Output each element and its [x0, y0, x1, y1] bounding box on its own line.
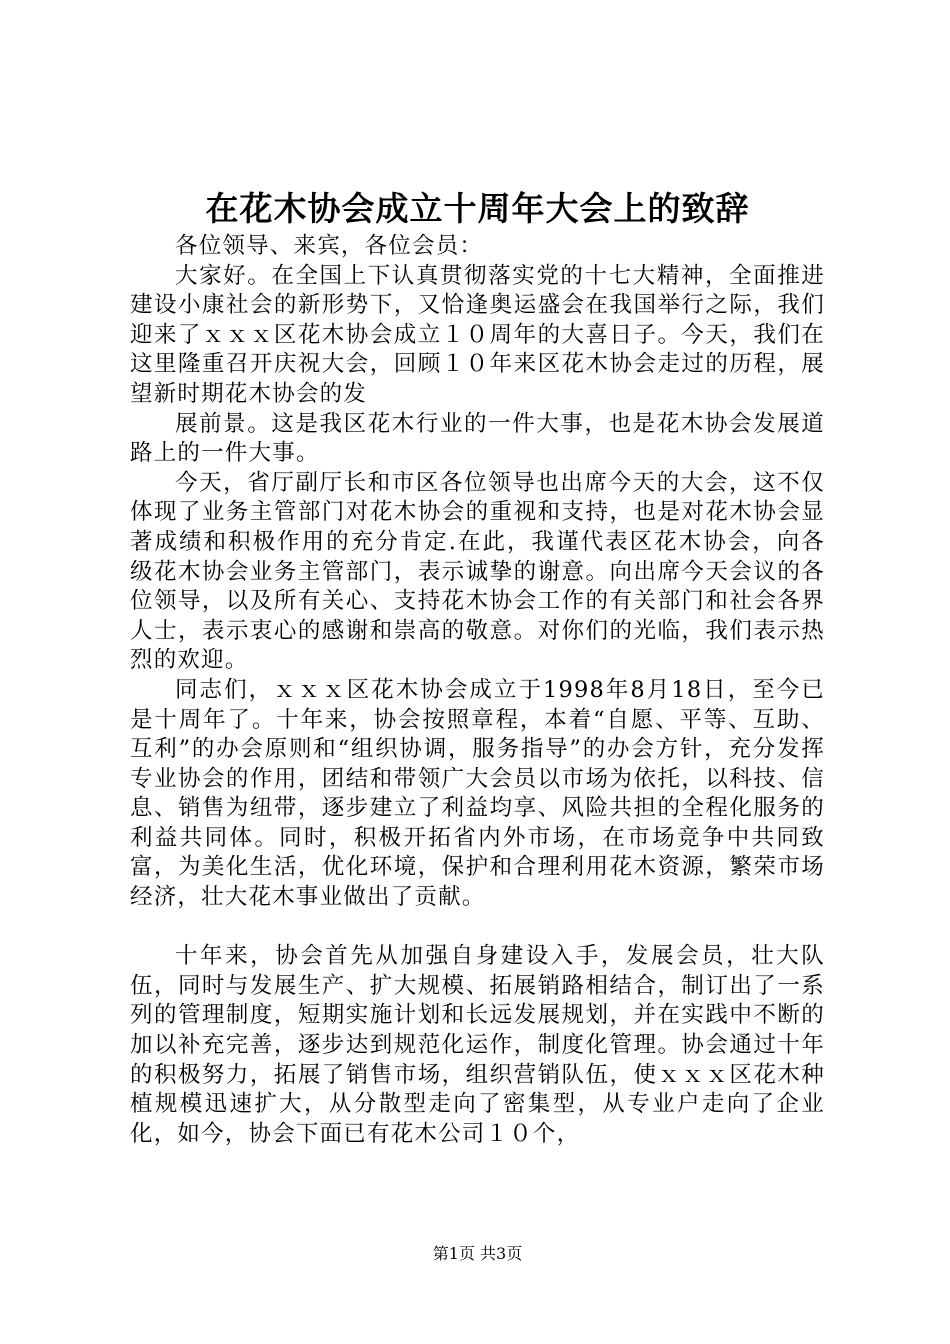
document-title: 在花木协会成立十周年大会上的致辞 [205, 189, 750, 228]
body-paragraph: 十年来，协会首先从加强自身建设入手，发展会员，壮大队伍，同时与发展生产、扩大规模、拓展销路相结合，制订出了一系列的管理制度，短期实施计划和长远发展规划，并在实践中不断的加以补充完善，逐步达到规范化运作，制度化管理。协会通过十年的积极努力，拓展了销售市场，组织营销队伍，使ｘｘｘ区花木种植规模迅速扩大，从分散型走向了密集型，从专业户走向了企业化，如今，协会下面已有花木公司１０个， [130, 943, 825, 1147]
body-paragraph: 大家好。在全国上下认真贯彻落实党的十七大精神，全面推进建设小康社会的新形势下，又恰逢奥运盛会在我国举行之际，我们迎来了ｘｘｘ区花木协会成立１０周年的大喜日子。今天，我们在这里隆重召开庆祝大会，回顾１０年来区花木协会走过的历程，展望新时期花木协会的发 [130, 262, 825, 407]
body-paragraph: 同志们，ｘｘｘ区花木协会成立于1998年8月18日，至今已是十周年了。十年来，协会按照章程，本着“自愿、平等、互助、互利”的办会原则和“组织协调，服务指导”的办会方针，充分发挥专业协会的作用，团结和带领广大会员以市场为依托，以科技、信息、销售为纽带，逐步建立了利益均享、风险共担的全程化服务的利益共同体。同时，积极开拓省内外市场，在市场竞争中共同致富，为美化生活，优化环境，保护和合理利用花木资源，繁荣市场经济，壮大花木事业做出了贡献。 [130, 676, 825, 911]
document-body [130, 232, 825, 1149]
body-paragraph: 今天，省厅副厅长和市区各位领导也出席今天的大会，这不仅体现了业务主管部门对花木协会的重视和支持，也是对花木协会显著成绩和积极作用的充分肯定.在此，我谨代表区花木协会，向各级花木协会业务主管部门，表示诚挚的谢意。向出席今天会议的各位领导，以及所有关心、支持花木协会工作的有关部门和社会各界人士，表示衷心的感谢和崇高的敬意。对你们的光临，我们表示热烈的欢迎。 [130, 469, 825, 674]
page-footer [130, 1243, 825, 1265]
salutation-paragraph: 各位领导、来宾，各位会员： [175, 233, 484, 259]
page-number-indicator: 第1页 共3页 [432, 1244, 523, 1263]
document-page [130, 0, 825, 1344]
body-paragraph: 展前景。这是我区花木行业的一件大事，也是花木协会发展道路上的一件大事。 [130, 410, 825, 467]
